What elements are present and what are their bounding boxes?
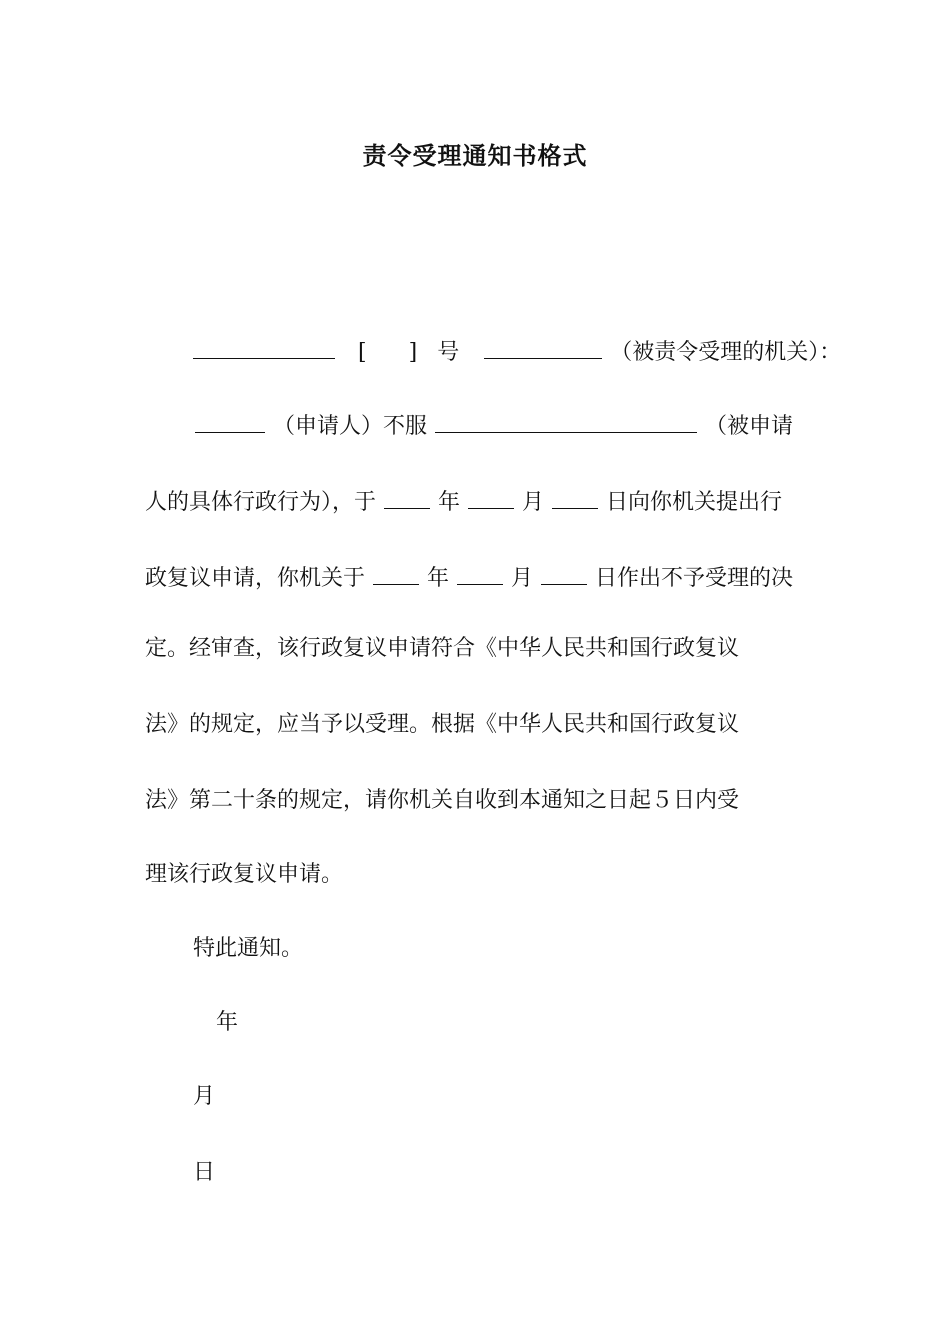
doc-prefix-blank[interactable]	[193, 336, 335, 359]
apply-month-blank[interactable]	[468, 486, 514, 509]
body-line-4: 定。经审查，该行政复议申请符合《中华人民共和国行政复议	[145, 636, 740, 661]
decision-month-blank[interactable]	[457, 562, 503, 585]
decision-day-blank[interactable]	[541, 562, 587, 585]
body-line-2-year: 年	[438, 490, 461, 515]
body-line-1	[194, 410, 793, 442]
number-label: 号	[437, 340, 460, 365]
apply-year-blank[interactable]	[384, 486, 430, 509]
addressee-blank[interactable]	[484, 336, 602, 359]
body-line-3	[145, 562, 793, 594]
closing-text: 特此通知。	[193, 936, 304, 961]
apply-day-blank[interactable]	[552, 486, 598, 509]
applicant-blank[interactable]	[195, 410, 265, 433]
header-line	[192, 336, 841, 368]
date-year-label: 年	[216, 1010, 239, 1035]
action-blank[interactable]	[435, 410, 697, 433]
document-title: 责令受理通知书格式	[362, 141, 588, 170]
body-line-7: 理该行政复议申请。	[145, 862, 344, 887]
date-day-label: 日	[193, 1160, 216, 1185]
bracket-open: [	[358, 340, 367, 365]
addressee-note: （被责令受理的机关）：	[610, 340, 842, 365]
body-line-3-year: 年	[427, 566, 450, 591]
body-line-5: 法》的规定，应当予以受理。根据《中华人民共和国行政复议	[145, 712, 740, 737]
body-line-2-text-d: 日向你机关提出行	[606, 490, 783, 515]
body-line-3-month: 月	[511, 566, 534, 591]
decision-year-blank[interactable]	[373, 562, 419, 585]
body-line-6: 法》第二十条的规定，请你机关自收到本通知之日起５日内受	[145, 788, 740, 813]
body-line-2-text-a: 人的具体行政行为），于	[145, 490, 377, 515]
body-line-3-text-a: 政复议申请，你机关于	[145, 566, 366, 591]
date-month-label: 月	[193, 1084, 216, 1109]
bracket-close: ]	[408, 340, 418, 365]
body-line-1-text-b: （被申请	[705, 414, 794, 439]
body-line-2	[145, 486, 782, 518]
body-line-3-text-d: 日作出不予受理的决	[595, 566, 794, 591]
body-line-1-text-a: （申请人）不服	[273, 414, 428, 439]
body-line-2-month: 月	[522, 490, 545, 515]
